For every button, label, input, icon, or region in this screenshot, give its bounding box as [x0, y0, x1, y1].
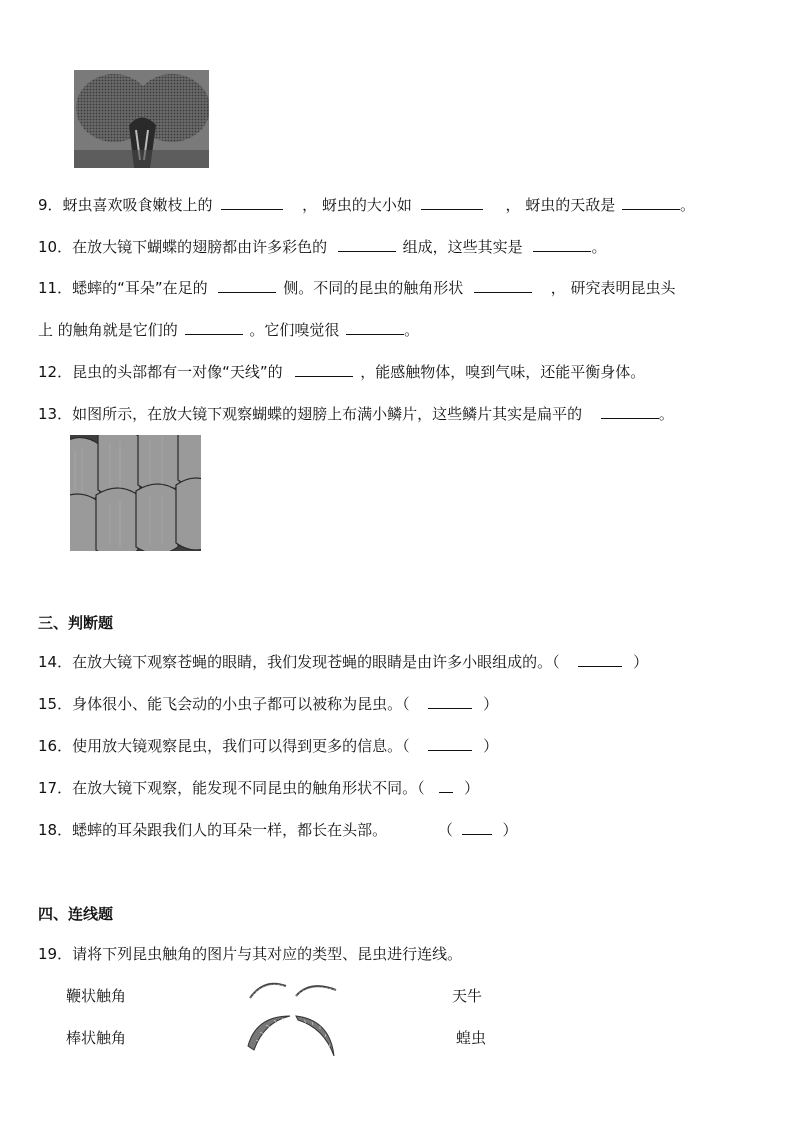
judge-16-text: 16．使用放大镜观察昆虫，我们可以得到更多的信息。（ [38, 737, 410, 755]
q13-text-b: 。 [658, 405, 674, 423]
judge-17-text: 17．在放大镜下观察，能发现不同昆虫的触角形状不同。（ [38, 779, 425, 797]
judge-18-text: 18．蟋蟀的耳朵跟我们人的耳朵一样，都长在头部。 [38, 821, 388, 839]
judge-18-open: （ [437, 821, 453, 839]
q11-blank-4[interactable] [346, 319, 404, 335]
q11-text-a: 11．蟋蟀的“耳朵”在足的 [38, 279, 208, 297]
q9-blank-3[interactable] [622, 194, 680, 210]
q11-blank-3[interactable] [185, 319, 243, 335]
q13-blank-1[interactable] [601, 403, 659, 419]
question-12 [38, 361, 645, 382]
judge-15-text: 15．身体很小、能飞会动的小虫子都可以被称为昆虫。（ [38, 695, 410, 713]
judge-14-blank[interactable] [578, 651, 622, 667]
fly-eye-photo [74, 70, 209, 168]
judge-15-close: ） [483, 695, 499, 713]
section-title-matching: 四、连线题 [38, 905, 114, 923]
question-11-line-1 [38, 277, 676, 298]
q11-text-c: ， 研究表明昆虫头 [550, 279, 676, 297]
judge-question-14 [38, 651, 648, 672]
insect-locust[interactable]: 蝗虫 [456, 1029, 487, 1047]
butterfly-scales-photo [70, 435, 201, 551]
judge-17-blank[interactable] [439, 777, 453, 793]
judge-question-17 [38, 777, 479, 798]
q10-blank-2[interactable] [533, 236, 591, 252]
q9-text-c: ， 蚜虫的天敌是 [505, 196, 616, 214]
judge-16-close: ） [483, 737, 499, 755]
q12-blank-1[interactable] [295, 361, 353, 377]
q9-blank-2[interactable] [421, 194, 483, 210]
judge-18-blank[interactable] [462, 819, 492, 835]
q10-text-b: 组成，这些其实是 [402, 238, 523, 256]
judge-question-18 [38, 819, 517, 840]
q9-text-a: 9．蚜虫喜欢吸食嫩枝上的 [38, 196, 213, 214]
judge-15-blank[interactable] [428, 693, 472, 709]
q10-text-a: 10．在放大镜下蝴蝶的翅膀都由许多彩色的 [38, 238, 328, 256]
question-9 [38, 194, 695, 215]
antenna-pair-icon[interactable] [244, 978, 344, 1008]
judge-14-close: ） [633, 653, 649, 671]
q13-text-a: 13．如图所示，在放大镜下观察蝴蝶的翅膀上布满小鳞片，这些鳞片其实是扁平的 [38, 405, 583, 423]
q9-text-d: 。 [680, 196, 696, 214]
antenna-type-whip[interactable]: 鞭状触角 [66, 987, 127, 1005]
fly-eye-graphic [74, 70, 209, 168]
antenna-type-club[interactable]: 棒状触角 [66, 1029, 127, 1047]
q11-text-d: 上 的触角就是它们的 [38, 321, 178, 339]
q9-text-b: ， 蚜虫的大小如 [302, 196, 412, 214]
q10-blank-1[interactable] [338, 236, 396, 252]
judge-18-close: ） [502, 821, 518, 839]
q11-text-e: 。它们嗅觉很 [249, 321, 340, 339]
question-19: 19．请将下列昆虫触角的图片与其对应的类型、昆虫进行连线。 [38, 945, 463, 963]
q9-blank-1[interactable] [221, 194, 283, 210]
question-11-line-2 [38, 319, 419, 340]
judge-question-15 [38, 693, 498, 714]
question-10 [38, 236, 606, 257]
q11-blank-1[interactable] [218, 277, 276, 293]
antenna-pair-icon[interactable] [244, 1012, 344, 1058]
judge-question-16 [38, 735, 498, 756]
q11-text-f: 。 [404, 321, 420, 339]
question-13 [38, 403, 674, 424]
q12-text-b: ，能感触物体，嗅到气味，还能平衡身体。 [360, 363, 646, 381]
q11-text-b: 侧。不同的昆虫的触角形状 [283, 279, 464, 297]
judge-17-close: ） [464, 779, 480, 797]
q12-text-a: 12．昆虫的头部都有一对像“天线”的 [38, 363, 283, 381]
judge-16-blank[interactable] [428, 735, 472, 751]
q10-text-c: 。 [591, 238, 607, 256]
insect-longhorn-beetle[interactable]: 天牛 [452, 987, 483, 1005]
scales-graphic [70, 435, 201, 551]
section-title-judgement: 三、判断题 [38, 614, 114, 632]
q11-blank-2[interactable] [474, 277, 532, 293]
judge-14-text: 14．在放大镜下观察苍蝇的眼睛，我们发现苍蝇的眼睛是由许多小眼组成的。（ [38, 653, 560, 671]
